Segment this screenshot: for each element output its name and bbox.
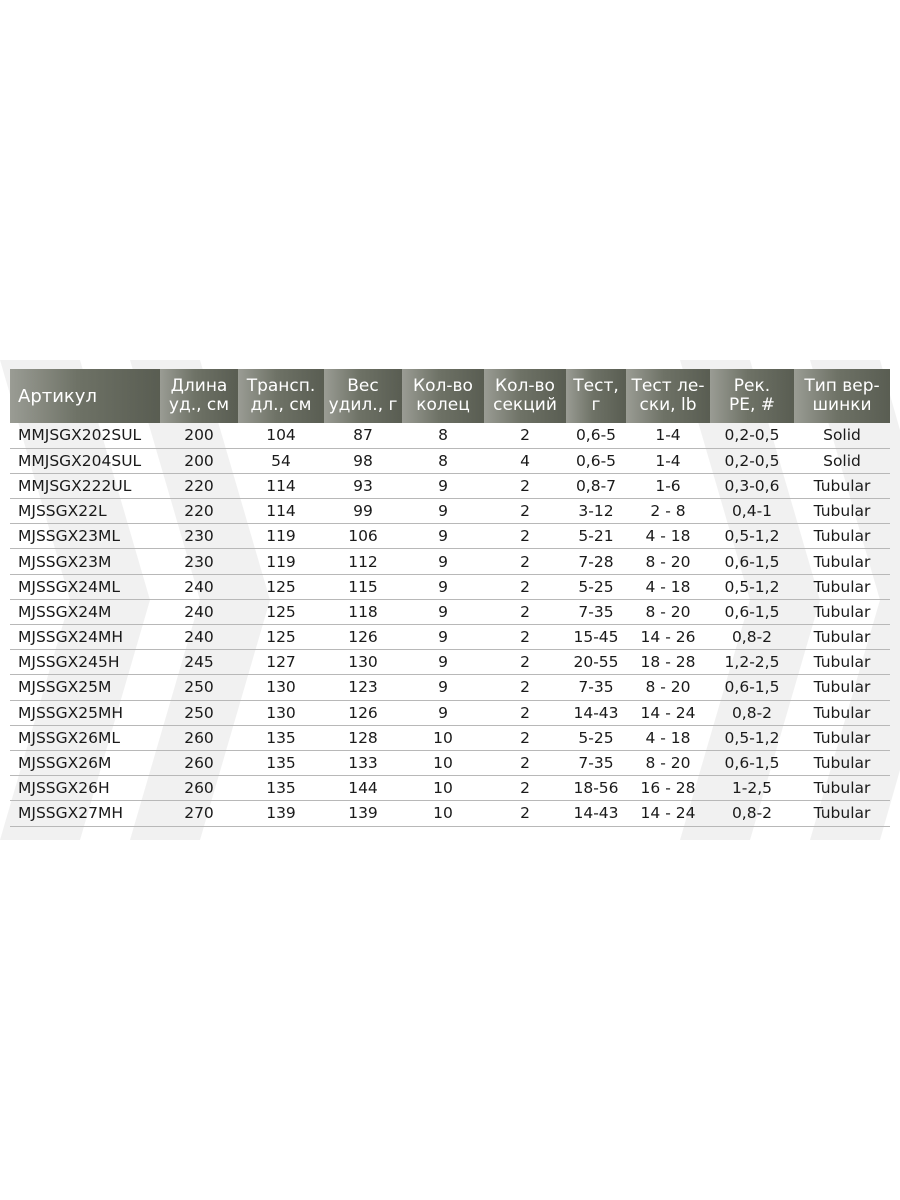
cell-article: MJSSGX24M — [10, 599, 160, 624]
cell-transport-length: 119 — [238, 549, 324, 574]
cell-pe: 0,2-0,5 — [710, 423, 794, 448]
cell-tip-type: Tubular — [794, 574, 890, 599]
cell-test: 0,6-5 — [566, 423, 626, 448]
cell-test: 5-25 — [566, 574, 626, 599]
table-row — [10, 750, 890, 775]
header-transport-length: Трансп. дл., см — [238, 369, 324, 423]
header-weight: Вес удил., г — [324, 369, 402, 423]
cell-line-test: 16 - 28 — [626, 776, 710, 801]
cell-rings: 9 — [402, 499, 484, 524]
cell-sections: 2 — [484, 750, 566, 775]
table-row — [10, 574, 890, 599]
cell-length: 240 — [160, 599, 238, 624]
cell-weight: 139 — [324, 801, 402, 826]
cell-pe: 0,6-1,5 — [710, 675, 794, 700]
cell-line-test: 4 - 18 — [626, 574, 710, 599]
cell-line-test: 18 - 28 — [626, 650, 710, 675]
cell-pe: 0,8-2 — [710, 801, 794, 826]
cell-tip-type: Tubular — [794, 625, 890, 650]
cell-sections: 2 — [484, 625, 566, 650]
cell-sections: 2 — [484, 650, 566, 675]
cell-pe: 0,6-1,5 — [710, 549, 794, 574]
cell-sections: 2 — [484, 700, 566, 725]
rod-spec-table — [10, 369, 890, 827]
cell-test: 14-43 — [566, 801, 626, 826]
table-row — [10, 801, 890, 826]
cell-pe: 0,5-1,2 — [710, 574, 794, 599]
cell-rings: 10 — [402, 776, 484, 801]
cell-transport-length: 127 — [238, 650, 324, 675]
cell-rings: 9 — [402, 524, 484, 549]
cell-weight: 118 — [324, 599, 402, 624]
cell-tip-type: Tubular — [794, 700, 890, 725]
table-row — [10, 499, 890, 524]
header-length: Длина уд., см — [160, 369, 238, 423]
cell-weight: 128 — [324, 725, 402, 750]
cell-test: 5-21 — [566, 524, 626, 549]
cell-article: MJSSGX23ML — [10, 524, 160, 549]
table-row — [10, 549, 890, 574]
cell-test: 20-55 — [566, 650, 626, 675]
cell-rings: 9 — [402, 700, 484, 725]
cell-tip-type: Solid — [794, 423, 890, 448]
cell-pe: 0,8-2 — [710, 625, 794, 650]
cell-length: 220 — [160, 499, 238, 524]
cell-length: 240 — [160, 625, 238, 650]
cell-line-test: 4 - 18 — [626, 524, 710, 549]
cell-length: 260 — [160, 750, 238, 775]
cell-sections: 2 — [484, 473, 566, 498]
cell-pe: 0,6-1,5 — [710, 599, 794, 624]
header-rings: Кол-во колец — [402, 369, 484, 423]
cell-weight: 126 — [324, 700, 402, 725]
cell-article: MJSSGX24MH — [10, 625, 160, 650]
cell-weight: 112 — [324, 549, 402, 574]
cell-length: 230 — [160, 549, 238, 574]
cell-sections: 2 — [484, 499, 566, 524]
cell-line-test: 8 - 20 — [626, 750, 710, 775]
cell-test: 3-12 — [566, 499, 626, 524]
cell-weight: 87 — [324, 423, 402, 448]
table-row — [10, 423, 890, 448]
cell-pe: 1,2-2,5 — [710, 650, 794, 675]
cell-test: 7-35 — [566, 750, 626, 775]
cell-tip-type: Tubular — [794, 776, 890, 801]
cell-sections: 2 — [484, 776, 566, 801]
cell-weight: 106 — [324, 524, 402, 549]
cell-test: 0,8-7 — [566, 473, 626, 498]
header-sections: Кол-во секций — [484, 369, 566, 423]
cell-pe: 0,4-1 — [710, 499, 794, 524]
cell-transport-length: 135 — [238, 776, 324, 801]
cell-transport-length: 125 — [238, 599, 324, 624]
cell-weight: 133 — [324, 750, 402, 775]
table-row — [10, 675, 890, 700]
cell-article: MJSSGX25MH — [10, 700, 160, 725]
cell-tip-type: Tubular — [794, 549, 890, 574]
table-row — [10, 700, 890, 725]
cell-transport-length: 114 — [238, 473, 324, 498]
cell-sections: 2 — [484, 599, 566, 624]
cell-line-test: 1-6 — [626, 473, 710, 498]
cell-article: MJSSGX22L — [10, 499, 160, 524]
header-row — [10, 369, 890, 423]
cell-transport-length: 130 — [238, 700, 324, 725]
cell-test: 0,6-5 — [566, 448, 626, 473]
cell-line-test: 8 - 20 — [626, 675, 710, 700]
table-row — [10, 599, 890, 624]
cell-transport-length: 130 — [238, 675, 324, 700]
cell-article: MJSSGX24ML — [10, 574, 160, 599]
cell-length: 245 — [160, 650, 238, 675]
header-tip-type: Тип вер- шинки — [794, 369, 890, 423]
cell-rings: 10 — [402, 750, 484, 775]
cell-article: MMJSGX202SUL — [10, 423, 160, 448]
cell-sections: 4 — [484, 448, 566, 473]
table-row — [10, 524, 890, 549]
cell-line-test: 1-4 — [626, 423, 710, 448]
cell-article: MJSSGX23M — [10, 549, 160, 574]
cell-test: 18-56 — [566, 776, 626, 801]
cell-sections: 2 — [484, 423, 566, 448]
cell-tip-type: Tubular — [794, 675, 890, 700]
cell-length: 260 — [160, 725, 238, 750]
cell-article: MJSSGX27MH — [10, 801, 160, 826]
table-body — [10, 423, 890, 826]
table-row — [10, 650, 890, 675]
cell-rings: 9 — [402, 574, 484, 599]
cell-weight: 123 — [324, 675, 402, 700]
cell-tip-type: Tubular — [794, 650, 890, 675]
cell-line-test: 1-4 — [626, 448, 710, 473]
cell-length: 220 — [160, 473, 238, 498]
cell-sections: 2 — [484, 524, 566, 549]
cell-tip-type: Tubular — [794, 599, 890, 624]
cell-test: 7-28 — [566, 549, 626, 574]
cell-tip-type: Tubular — [794, 725, 890, 750]
table-row — [10, 473, 890, 498]
cell-transport-length: 125 — [238, 574, 324, 599]
cell-sections: 2 — [484, 549, 566, 574]
cell-transport-length: 104 — [238, 423, 324, 448]
cell-rings: 9 — [402, 675, 484, 700]
cell-rings: 9 — [402, 549, 484, 574]
cell-pe: 0,5-1,2 — [710, 524, 794, 549]
cell-test: 5-25 — [566, 725, 626, 750]
cell-pe: 0,5-1,2 — [710, 725, 794, 750]
cell-rings: 9 — [402, 599, 484, 624]
cell-test: 15-45 — [566, 625, 626, 650]
table-row — [10, 776, 890, 801]
cell-length: 250 — [160, 675, 238, 700]
cell-length: 240 — [160, 574, 238, 599]
cell-weight: 130 — [324, 650, 402, 675]
cell-pe: 1-2,5 — [710, 776, 794, 801]
cell-tip-type: Tubular — [794, 473, 890, 498]
cell-article: MJSSGX26ML — [10, 725, 160, 750]
table-row — [10, 448, 890, 473]
cell-length: 260 — [160, 776, 238, 801]
cell-weight: 98 — [324, 448, 402, 473]
cell-transport-length: 119 — [238, 524, 324, 549]
cell-tip-type: Tubular — [794, 750, 890, 775]
cell-line-test: 8 - 20 — [626, 549, 710, 574]
table-header — [10, 369, 890, 423]
cell-weight: 144 — [324, 776, 402, 801]
cell-rings: 8 — [402, 423, 484, 448]
cell-rings: 8 — [402, 448, 484, 473]
cell-test: 7-35 — [566, 599, 626, 624]
cell-line-test: 8 - 20 — [626, 599, 710, 624]
cell-length: 200 — [160, 423, 238, 448]
cell-tip-type: Solid — [794, 448, 890, 473]
cell-pe: 0,6-1,5 — [710, 750, 794, 775]
cell-transport-length: 135 — [238, 750, 324, 775]
cell-article: MJSSGX26H — [10, 776, 160, 801]
cell-weight: 93 — [324, 473, 402, 498]
cell-article: MMJSGX204SUL — [10, 448, 160, 473]
header-line-test: Тест ле- ски, lb — [626, 369, 710, 423]
cell-pe: 0,8-2 — [710, 700, 794, 725]
cell-transport-length: 54 — [238, 448, 324, 473]
table-row — [10, 725, 890, 750]
table-row — [10, 625, 890, 650]
cell-length: 270 — [160, 801, 238, 826]
cell-line-test: 14 - 24 — [626, 801, 710, 826]
cell-length: 250 — [160, 700, 238, 725]
cell-rings: 10 — [402, 725, 484, 750]
cell-rings: 9 — [402, 473, 484, 498]
cell-line-test: 4 - 18 — [626, 725, 710, 750]
cell-tip-type: Tubular — [794, 801, 890, 826]
cell-tip-type: Tubular — [794, 499, 890, 524]
cell-pe: 0,3-0,6 — [710, 473, 794, 498]
cell-transport-length: 135 — [238, 725, 324, 750]
cell-sections: 2 — [484, 801, 566, 826]
cell-line-test: 14 - 24 — [626, 700, 710, 725]
cell-article: MJSSGX25M — [10, 675, 160, 700]
cell-test: 14-43 — [566, 700, 626, 725]
cell-article: MJSSGX26M — [10, 750, 160, 775]
cell-sections: 2 — [484, 675, 566, 700]
cell-weight: 99 — [324, 499, 402, 524]
cell-transport-length: 125 — [238, 625, 324, 650]
cell-line-test: 2 - 8 — [626, 499, 710, 524]
cell-test: 7-35 — [566, 675, 626, 700]
header-pe: Рек. PE, # — [710, 369, 794, 423]
header-test: Тест, г — [566, 369, 626, 423]
cell-article: MJSSGX245H — [10, 650, 160, 675]
cell-article: MMJSGX222UL — [10, 473, 160, 498]
cell-rings: 10 — [402, 801, 484, 826]
cell-length: 230 — [160, 524, 238, 549]
cell-sections: 2 — [484, 574, 566, 599]
cell-transport-length: 114 — [238, 499, 324, 524]
cell-tip-type: Tubular — [794, 524, 890, 549]
cell-length: 200 — [160, 448, 238, 473]
cell-rings: 9 — [402, 650, 484, 675]
cell-weight: 126 — [324, 625, 402, 650]
cell-transport-length: 139 — [238, 801, 324, 826]
cell-pe: 0,2-0,5 — [710, 448, 794, 473]
cell-rings: 9 — [402, 625, 484, 650]
cell-sections: 2 — [484, 725, 566, 750]
header-article: Артикул — [10, 369, 160, 423]
cell-weight: 115 — [324, 574, 402, 599]
cell-line-test: 14 - 26 — [626, 625, 710, 650]
